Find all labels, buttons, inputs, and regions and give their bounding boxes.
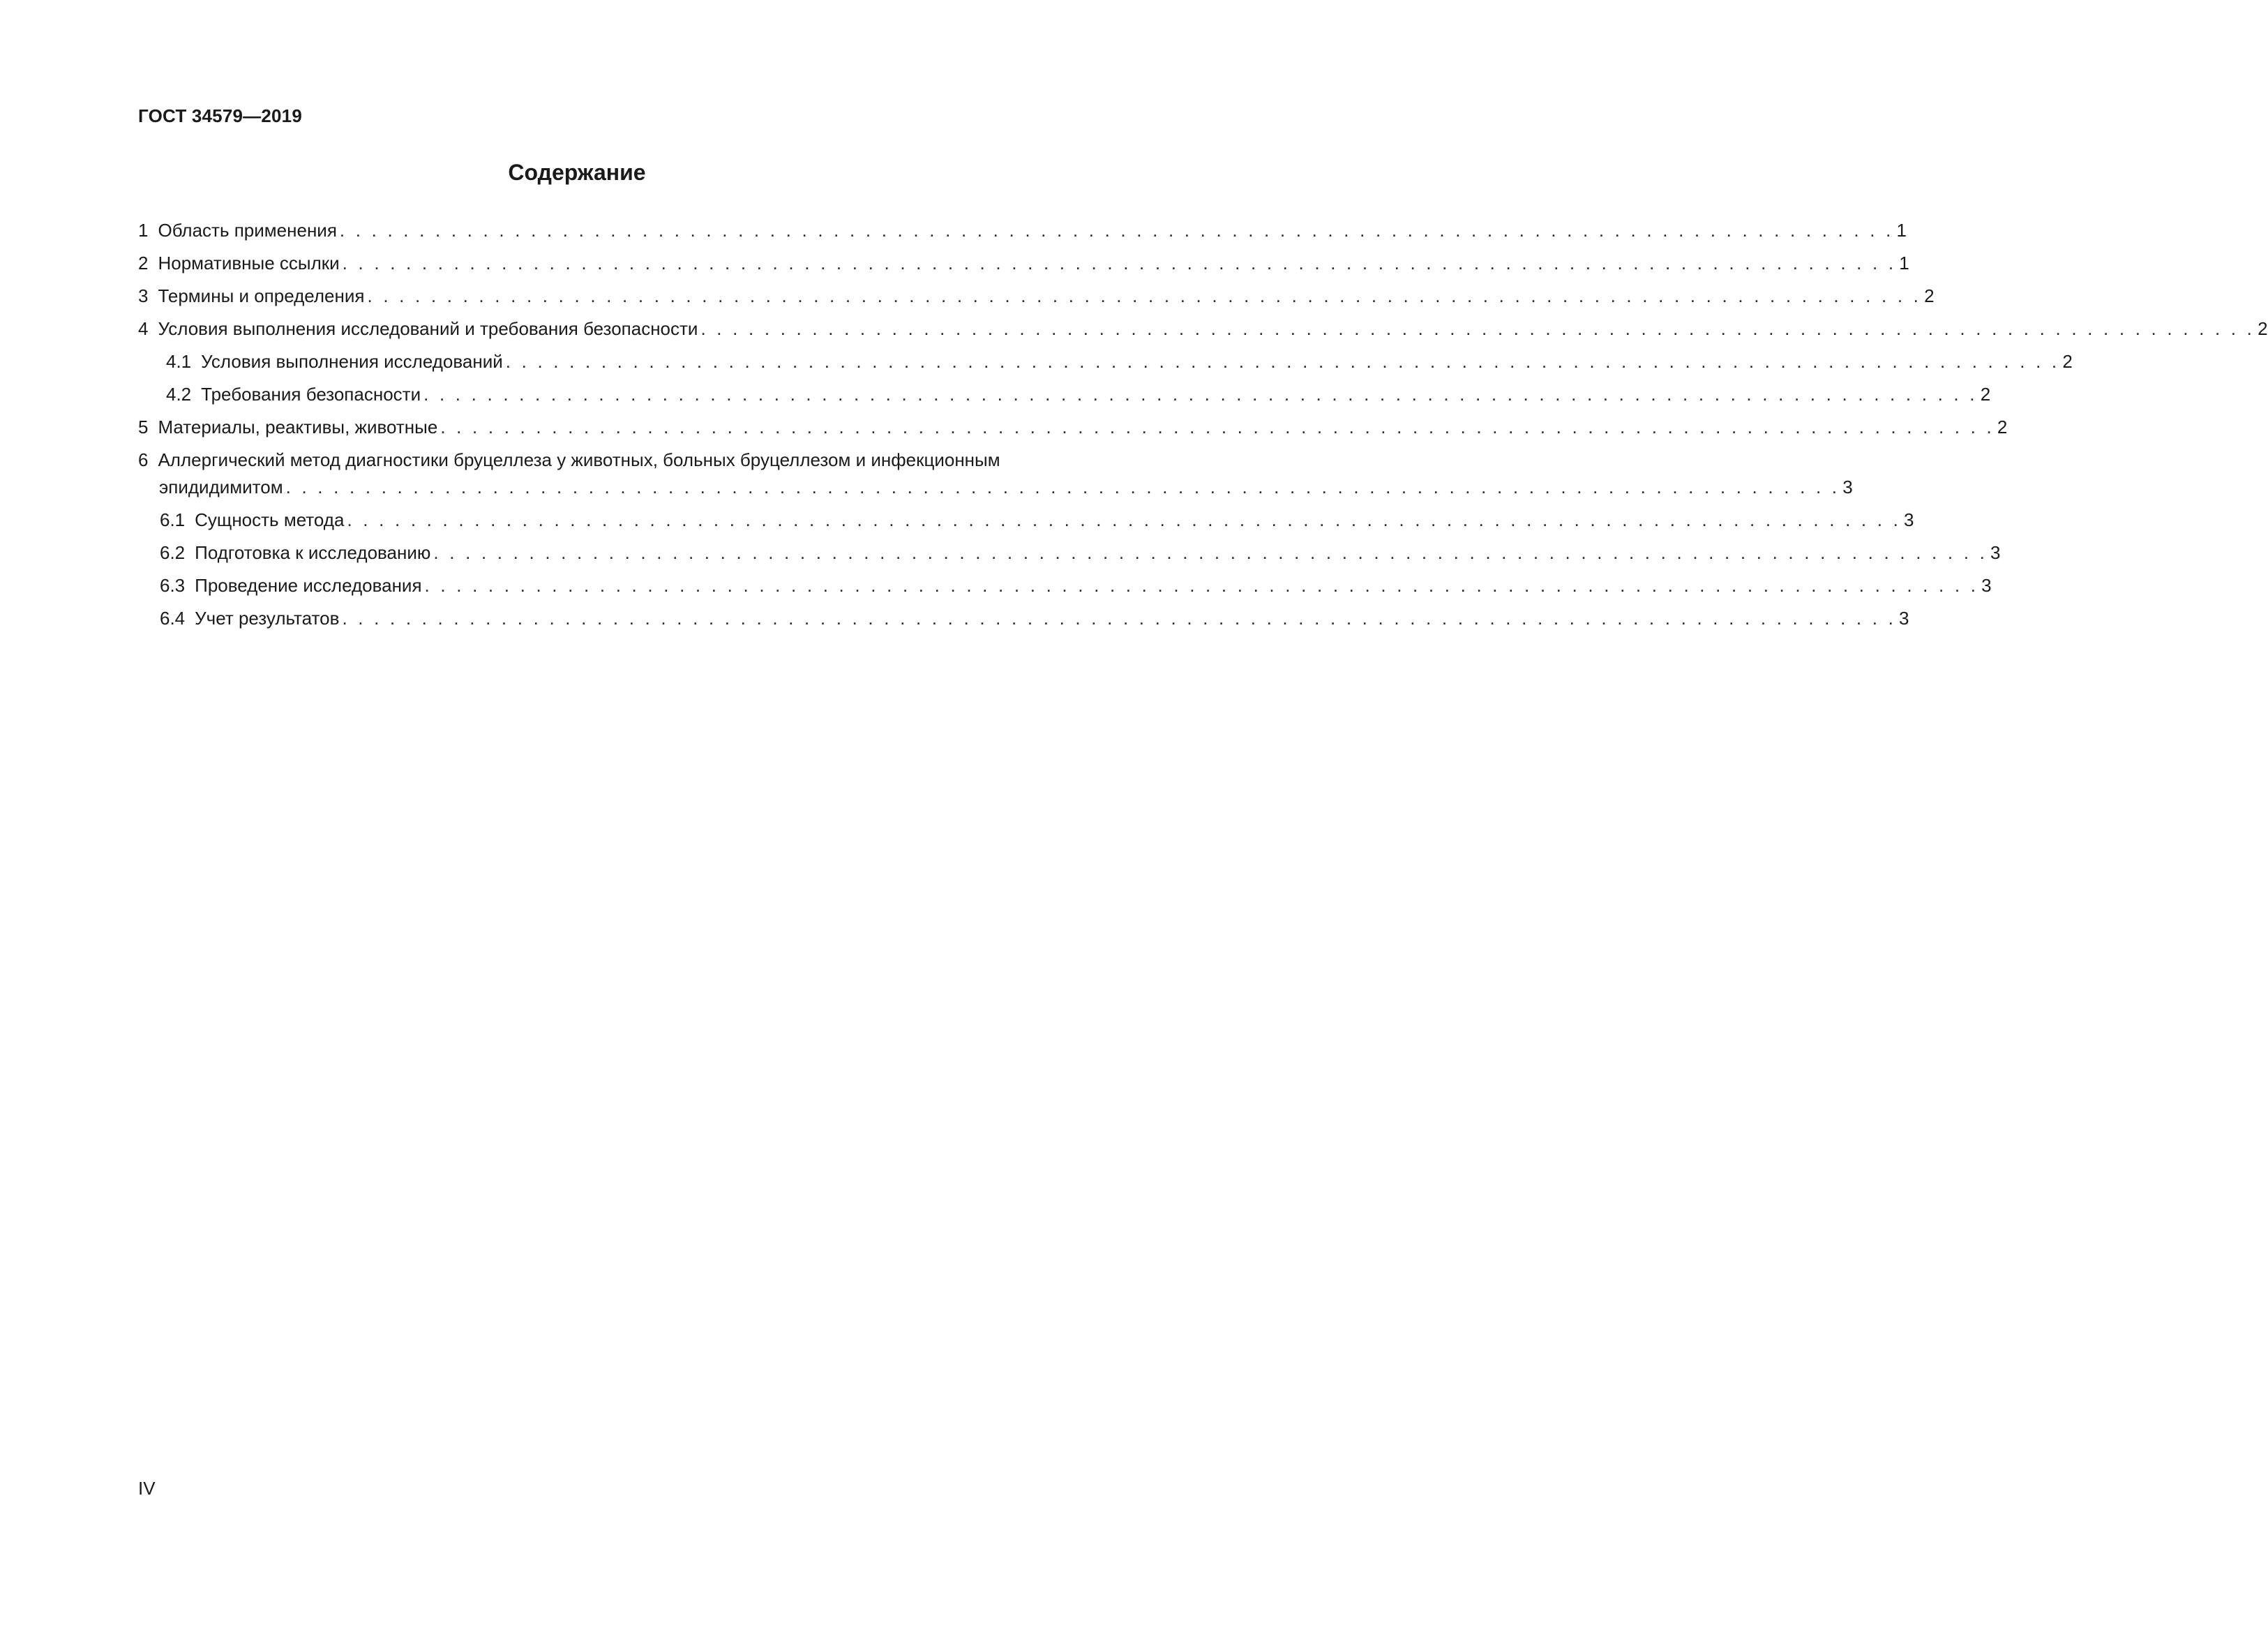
toc-entry-4-2[interactable] (138, 381, 1991, 408)
toc-entry-page: 3 (1842, 477, 1853, 497)
toc-entry-number: 1 (138, 220, 149, 241)
toc-entry-label: Проведение исследования (195, 575, 422, 596)
page-number: IV (138, 1478, 156, 1499)
toc-entry-number: 3 (138, 285, 149, 306)
toc-entry-number: 4.2 (166, 384, 192, 405)
toc-entry-number: 6.3 (160, 575, 186, 596)
toc-entry-6-4[interactable] (138, 605, 1909, 632)
toc-entry-label: Нормативные ссылки (158, 253, 340, 274)
toc-entry-label: Учет результатов (195, 608, 340, 629)
dot-leader: . . . . . . . . . . . . . . . . . . . . . . . . . . . . . . . . . . . . . . . . . . . . . . . . . . . . . . . . . . . . . . . . . . . . . . . . . . . . . . . . . . . . . . . . . . . . . . . . . . (347, 509, 1902, 530)
dot-leader: . . . . . . . . . . . . . . . . . . . . . . . . . . . . . . . . . . . . . . . . . . . . . . . . . . . . . . . . . . . . . . . . . . . . . . . . . . . . . . . . . . . . . . . . . . . . . . . . . . (342, 608, 1897, 629)
toc-entry-page: 2 (1924, 285, 1935, 306)
dot-leader: . . . . . . . . . . . . . . . . . . . . . . . . . . . . . . . . . . . . . . . . . . . . . . . . . . . . . . . . . . . . . . . . . . . . . . . . . . . . . . . . . . . . . . . . . . . . . . . . . . (700, 318, 2255, 339)
toc-entry-4[interactable] (138, 315, 2268, 343)
toc-entry-3[interactable] (138, 283, 1935, 310)
toc-entry-number: 6.4 (160, 608, 186, 629)
toc-entry-6-2[interactable] (138, 539, 2001, 567)
toc-entry-label: Подготовка к исследованию (195, 542, 431, 563)
dot-leader: . . . . . . . . . . . . . . . . . . . . . . . . . . . . . . . . . . . . . . . . . . . . . . . . . . . . . . . . . . . . . . . . . . . . . . . . . . . . . . . . . . . . . . . . . . . . . . . . . . (423, 384, 1978, 405)
dot-leader: . . . . . . . . . . . . . . . . . . . . . . . . . . . . . . . . . . . . . . . . . . . . . . . . . . . . . . . . . . . . . . . . . . . . . . . . . . . . . . . . . . . . . . . . . . . . . . . . . . (424, 575, 1979, 596)
toc-entry-6[interactable] (138, 447, 1853, 501)
toc-entry-label: Термины и определения (158, 285, 365, 306)
toc-entry-label: Аллергический метод диагностики бруцеллеза у животных, больных бруцеллезом и инфекционным (158, 449, 1000, 470)
toc-entry-page: 1 (1899, 253, 1909, 274)
dot-leader: . . . . . . . . . . . . . . . . . . . . . . . . . . . . . . . . . . . . . . . . . . . . . . . . . . . . . . . . . . . . . . . . . . . . . . . . . . . . . . . . . . . . . . . . . . . . . . . . . . (285, 477, 1840, 497)
toc-entry-number: 4.1 (166, 351, 192, 372)
toc-entry-page: 1 (1896, 220, 1907, 241)
toc-entry-page: 3 (1904, 509, 1914, 530)
toc-title: Содержание (508, 160, 646, 185)
toc-entry-2[interactable] (138, 250, 1909, 277)
toc-entry-number: 6.1 (160, 509, 186, 530)
toc-entry-label: Область применения (158, 220, 337, 241)
toc-entry-label: Условия выполнения исследований (201, 351, 503, 372)
toc-entry-number: 5 (138, 417, 149, 437)
dot-leader: . . . . . . . . . . . . . . . . . . . . . . . . . . . . . . . . . . . . . . . . . . . . . . . . . . . . . . . . . . . . . . . . . . . . . . . . . . . . . . . . . . . . . . . . . . . . . . . . . . (339, 220, 1894, 241)
toc-entry-label: Материалы, реактивы, животные (158, 417, 438, 437)
document-code: ГОСТ 34579—2019 (138, 105, 302, 126)
toc-entry-number: 6 (138, 449, 149, 470)
toc-entry-second-line (138, 474, 1853, 501)
toc-entry-page: 2 (1997, 417, 2008, 437)
toc-entry-number: 6.2 (160, 542, 186, 563)
toc-entry-first-line (138, 447, 1070, 474)
toc-entry-label: Требования безопасности (201, 384, 421, 405)
toc-entry-6-1[interactable] (138, 507, 1914, 534)
dot-leader: . . . . . . . . . . . . . . . . . . . . . . . . . . . . . . . . . . . . . . . . . . . . . . . . . . . . . . . . . . . . . . . . . . . . . . . . . . . . . . . . . . . . . . . . . . . . . . . . . . (433, 542, 1988, 563)
toc-entry-label-continued: эпидидимитом (159, 477, 283, 497)
toc-entry-page: 3 (1990, 542, 2001, 563)
toc-entry-page: 2 (2258, 318, 2268, 339)
toc-entry-page: 3 (1899, 608, 1909, 629)
table-of-contents (138, 217, 2268, 638)
toc-entry-label: Сущность метода (195, 509, 345, 530)
dot-leader: . . . . . . . . . . . . . . . . . . . . . . . . . . . . . . . . . . . . . . . . . . . . . . . . . . . . . . . . . . . . . . . . . . . . . . . . . . . . . . . . . . . . . . . . . . . . . . . . . . (505, 351, 2060, 372)
toc-entry-1[interactable] (138, 217, 1907, 244)
toc-entry-page: 2 (2062, 351, 2073, 372)
dot-leader: . . . . . . . . . . . . . . . . . . . . . . . . . . . . . . . . . . . . . . . . . . . . . . . . . . . . . . . . . . . . . . . . . . . . . . . . . . . . . . . . . . . . . . . . . . . . . . . . . . (342, 253, 1897, 274)
toc-entry-4-1[interactable] (138, 348, 2073, 375)
toc-entry-number: 4 (138, 318, 149, 339)
toc-entry-page: 2 (1980, 384, 1991, 405)
toc-entry-number: 2 (138, 253, 149, 274)
dot-leader: . . . . . . . . . . . . . . . . . . . . . . . . . . . . . . . . . . . . . . . . . . . . . . . . . . . . . . . . . . . . . . . . . . . . . . . . . . . . . . . . . . . . . . . . . . . . . . . . . . (440, 417, 1995, 437)
dot-leader: . . . . . . . . . . . . . . . . . . . . . . . . . . . . . . . . . . . . . . . . . . . . . . . . . . . . . . . . . . . . . . . . . . . . . . . . . . . . . . . . . . . . . . . . . . . . . . . . . . (367, 285, 1922, 306)
toc-entry-label: Условия выполнения исследований и требования безопасности (158, 318, 698, 339)
toc-entry-5[interactable] (138, 414, 2008, 441)
toc-entry-6-3[interactable] (138, 572, 1992, 599)
toc-entry-page: 3 (1981, 575, 1992, 596)
